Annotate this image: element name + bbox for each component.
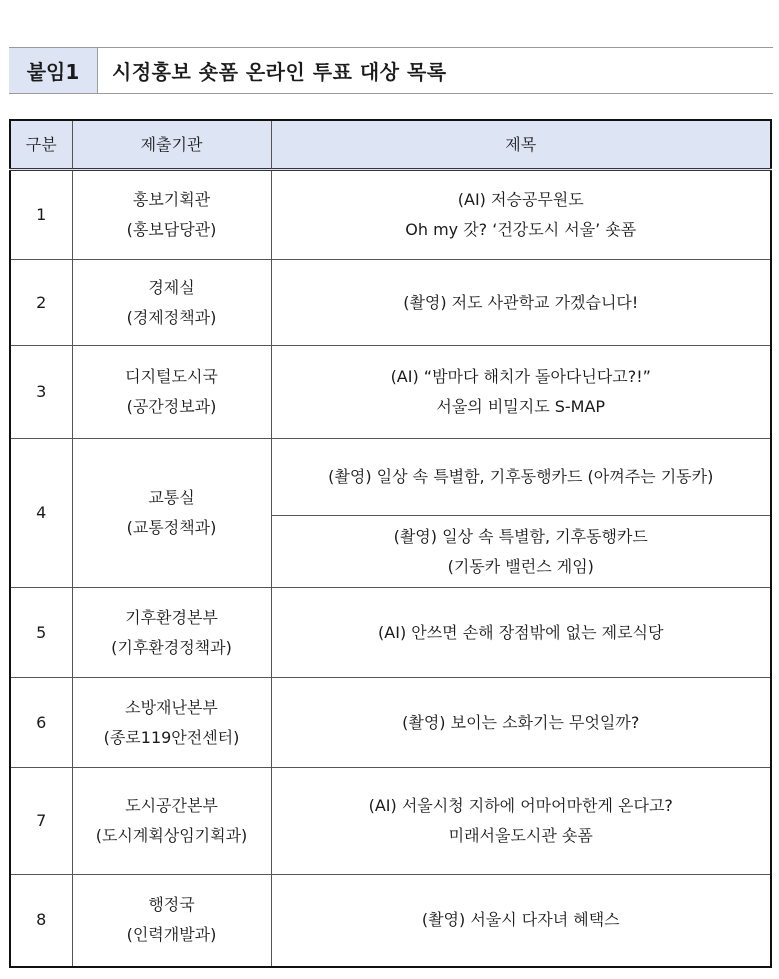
row-number: 7 xyxy=(10,768,72,875)
table-row xyxy=(10,768,771,875)
title-cell: (AI) 서울시청 지하에 어마어마한게 온다고? 미래서울도시관 숏폼 xyxy=(271,768,771,875)
title-cell: (AI) 안쓰면 손해 장점밖에 없는 제로식당 xyxy=(271,588,771,678)
document-title: 시정홍보 숏폼 온라인 투표 대상 목록 xyxy=(112,60,447,84)
row-number: 6 xyxy=(10,678,72,768)
title-cell: (AI) 저승공무원도 Oh my 갓? ‘건강도시 서울’ 숏폼 xyxy=(271,170,771,260)
table-header-row xyxy=(10,120,771,170)
document-heading xyxy=(9,47,773,94)
shortform-list-table xyxy=(9,119,772,968)
row-number: 3 xyxy=(10,346,72,439)
row-number: 5 xyxy=(10,588,72,678)
header-organization: 제출기관 xyxy=(72,120,271,170)
row-number: 8 xyxy=(10,875,72,967)
table-row xyxy=(10,678,771,768)
organization-cell: 소방재난본부 (종로119안전센터) xyxy=(72,678,271,768)
table-row xyxy=(10,588,771,678)
table-row xyxy=(10,170,771,260)
row-number: 2 xyxy=(10,260,72,346)
header-number: 구분 xyxy=(10,120,72,170)
organization-cell: 홍보기획관 (홍보담당관) xyxy=(72,170,271,260)
header-title: 제목 xyxy=(271,120,771,170)
title-cell: (촬영) 서울시 다자녀 혜택스 xyxy=(271,875,771,967)
organization-cell: 도시공간본부 (도시계획상임기획과) xyxy=(72,768,271,875)
row-number: 4 xyxy=(10,439,72,588)
table-row xyxy=(10,346,771,439)
organization-cell: 기후환경본부 (기후환경정책과) xyxy=(72,588,271,678)
title-cell: (촬영) 일상 속 특별함, 기후동행카드 (아껴주는 기동카) xyxy=(271,439,771,516)
title-cell: (촬영) 저도 사관학교 가겠습니다! xyxy=(271,260,771,346)
title-cell: (촬영) 일상 속 특별함, 기후동행카드 (기동카 밸런스 게임) xyxy=(271,516,771,588)
attachment-label: 붙임1 xyxy=(9,48,98,93)
table-row xyxy=(10,439,771,516)
organization-cell: 디지털도시국 (공간정보과) xyxy=(72,346,271,439)
organization-cell: 경제실 (경제정책과) xyxy=(72,260,271,346)
row-number: 1 xyxy=(10,170,72,260)
title-cell: (AI) “밤마다 해치가 돌아다닌다고?!” 서울의 비밀지도 S-MAP xyxy=(271,346,771,439)
table-row xyxy=(10,260,771,346)
title-cell: (촬영) 보이는 소화기는 무엇일까? xyxy=(271,678,771,768)
table-row xyxy=(10,875,771,967)
organization-cell: 행정국 (인력개발과) xyxy=(72,875,271,967)
organization-cell: 교통실 (교통정책과) xyxy=(72,439,271,588)
